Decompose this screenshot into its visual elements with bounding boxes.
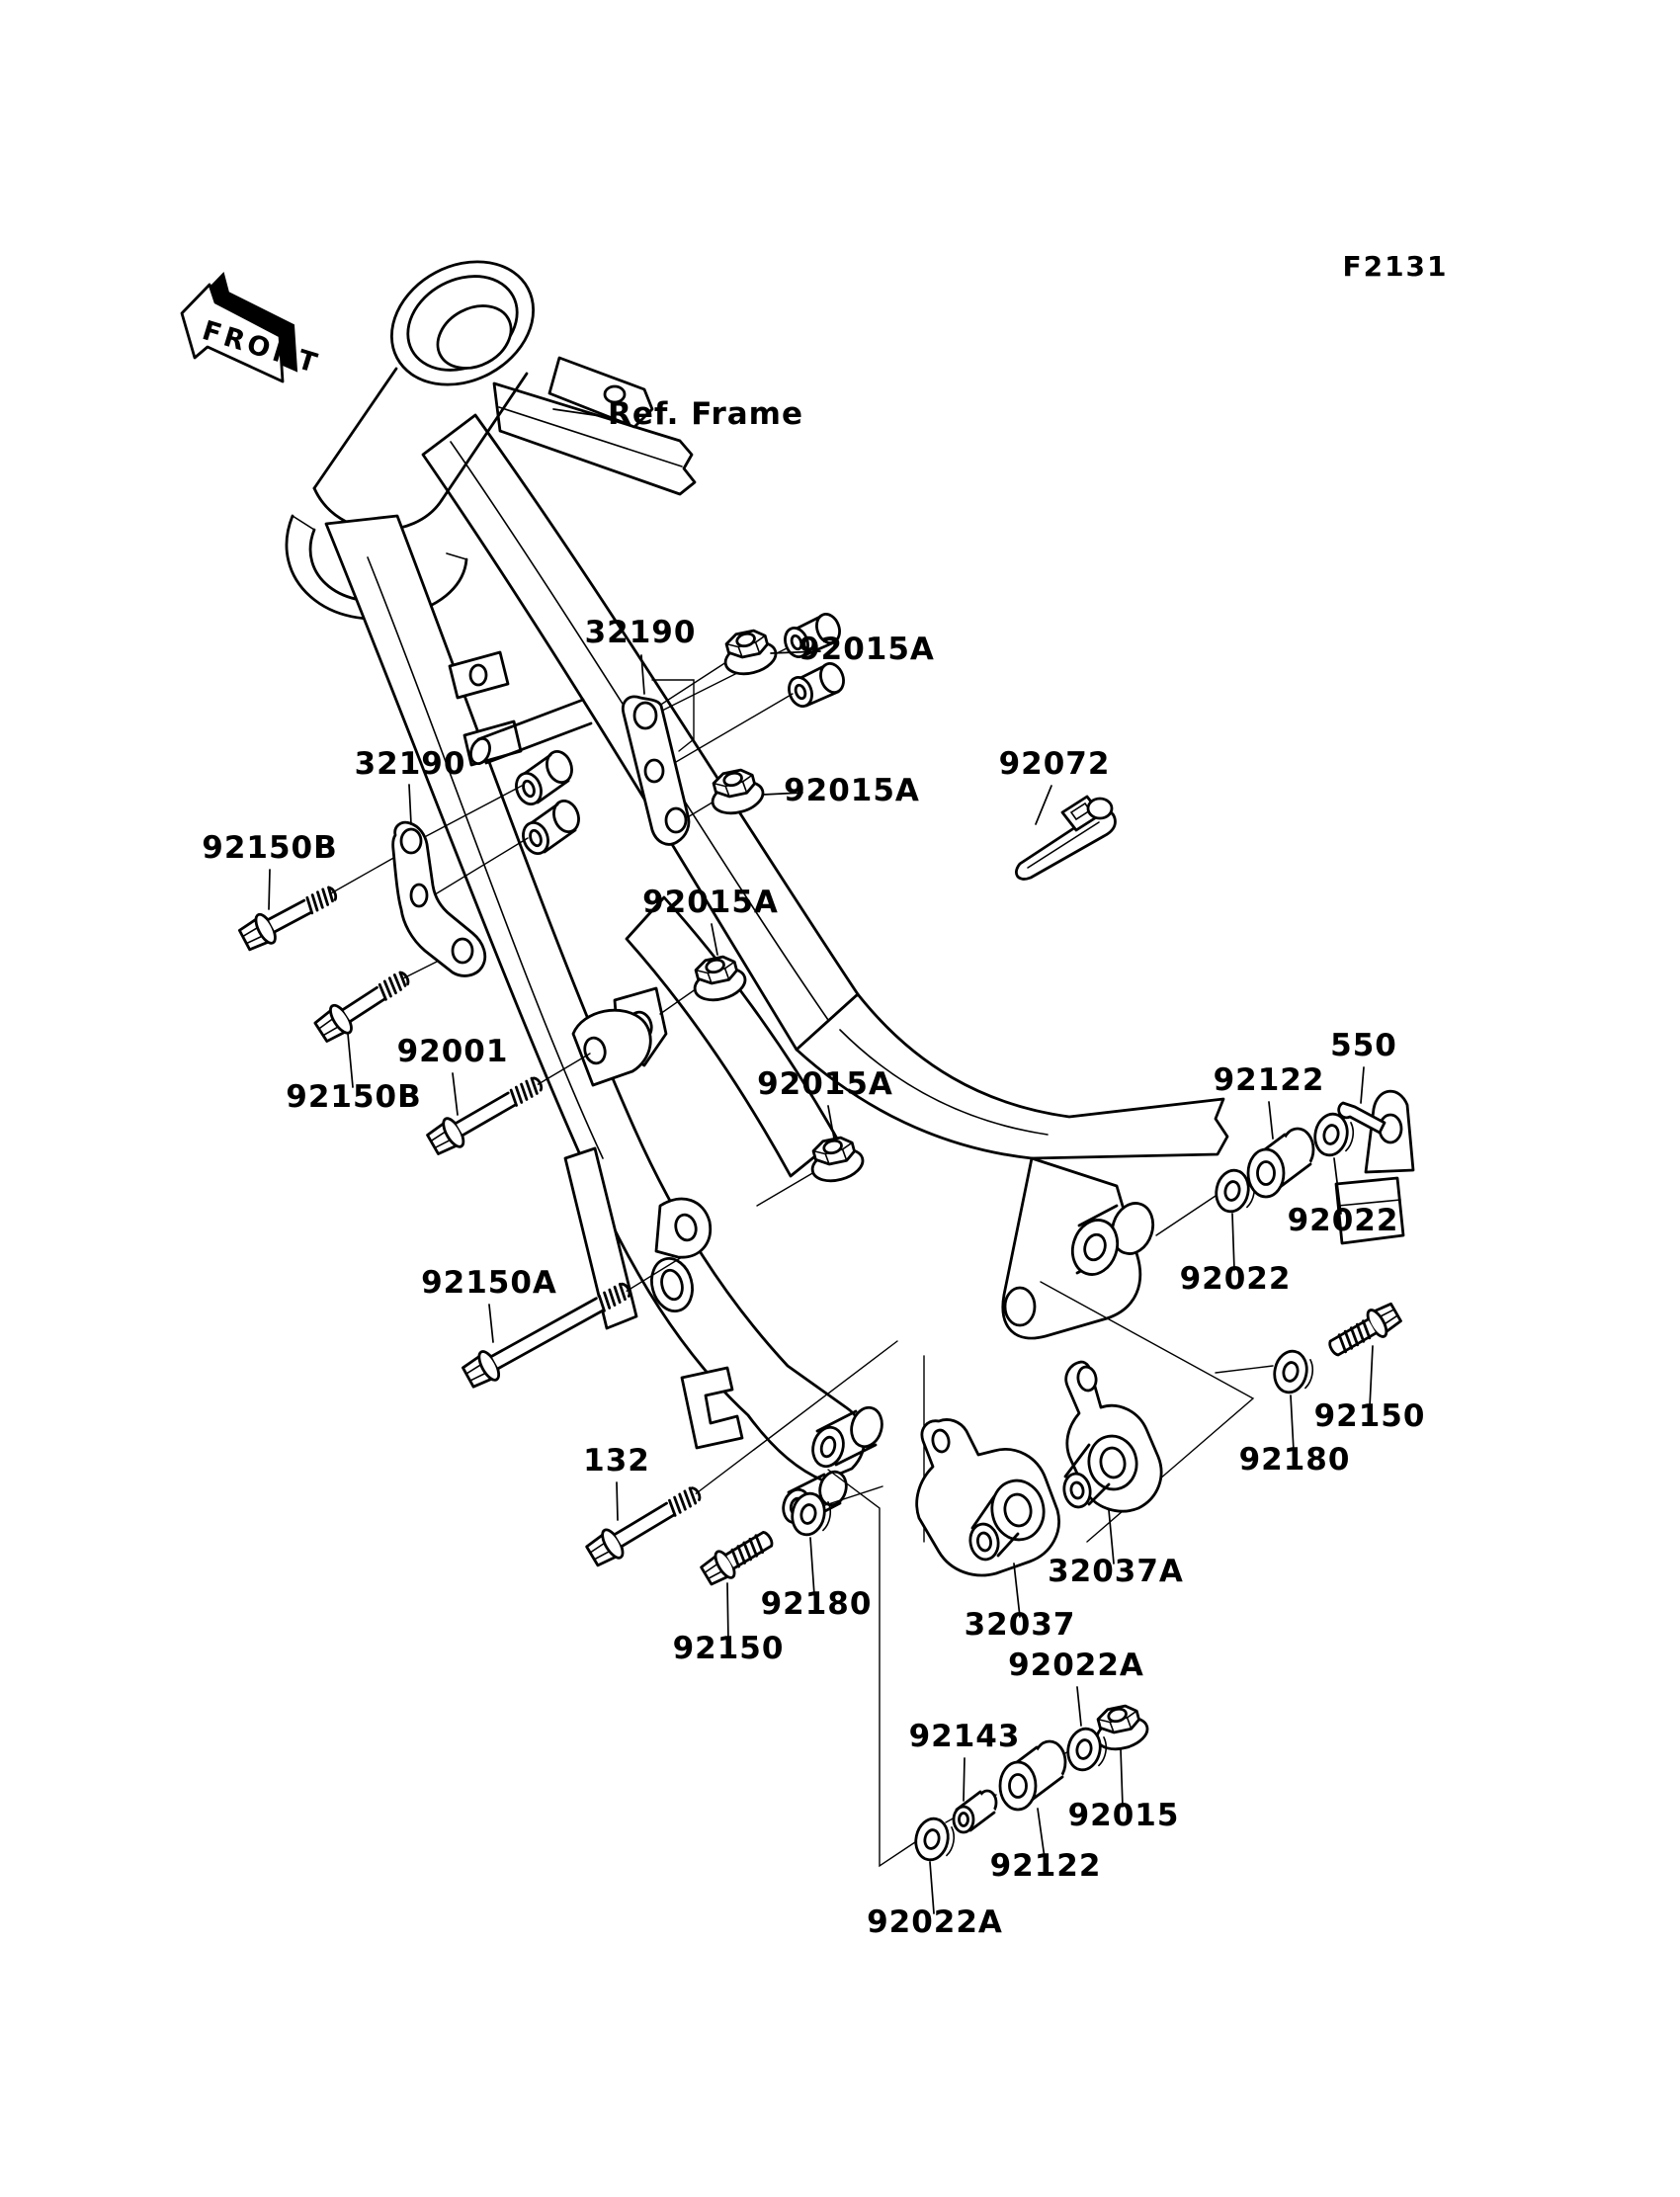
bushing-92122-upper bbox=[1248, 1129, 1313, 1197]
part-label-92122-upper: 92122 bbox=[1213, 1062, 1325, 1098]
part-label-32037: 32037 bbox=[964, 1607, 1076, 1643]
bolt-132 bbox=[584, 1479, 707, 1569]
part-label-92180-right: 92180 bbox=[1238, 1442, 1351, 1478]
part-label-92150-left: 92150 bbox=[672, 1631, 785, 1666]
nut-92015a-1 bbox=[718, 626, 779, 679]
part-label-92022-right: 92022 bbox=[1287, 1203, 1399, 1238]
clamp-92072 bbox=[1016, 797, 1115, 879]
part-label-92001: 92001 bbox=[396, 1034, 509, 1069]
part-label-92022a-lower: 92022A bbox=[867, 1904, 1003, 1940]
part-label-92122-lower: 92122 bbox=[989, 1848, 1102, 1884]
part-label-92150b-2: 92150B bbox=[286, 1079, 422, 1115]
part-label-92180-left: 92180 bbox=[760, 1586, 873, 1622]
part-label-32190-upper: 32190 bbox=[584, 615, 697, 650]
bolt-92150-right bbox=[1324, 1300, 1403, 1362]
part-label-92150b-1: 92150B bbox=[202, 830, 338, 866]
washer-92022a-lower bbox=[912, 1816, 958, 1864]
figure-code: F2131 bbox=[1342, 250, 1449, 283]
part-label-92150a: 92150A bbox=[421, 1265, 557, 1301]
part-label-132: 132 bbox=[583, 1443, 650, 1479]
part-label-92015a-1: 92015A bbox=[798, 632, 935, 667]
bolt-92150-left bbox=[699, 1525, 778, 1588]
front-arrow-label: FRONT bbox=[198, 315, 324, 380]
part-label-92072: 92072 bbox=[998, 746, 1111, 782]
bolt-92001 bbox=[425, 1069, 547, 1158]
part-label-92022a-upper: 92022A bbox=[1008, 1648, 1144, 1683]
part-label-550: 550 bbox=[1330, 1028, 1397, 1063]
front-arrow bbox=[182, 274, 324, 381]
part-label-92015a-2: 92015A bbox=[784, 773, 920, 808]
washer-92180-right bbox=[1271, 1348, 1316, 1396]
part-label-92022-left: 92022 bbox=[1179, 1261, 1292, 1297]
ref-frame-label: Ref. Frame bbox=[608, 396, 803, 432]
part-label-32037a: 32037A bbox=[1048, 1554, 1184, 1589]
part-label-92150-right: 92150 bbox=[1313, 1398, 1426, 1434]
part-label-32190-left: 32190 bbox=[354, 746, 466, 782]
part-label-92015a-4: 92015A bbox=[757, 1066, 893, 1102]
bracket-32037a bbox=[1061, 1362, 1161, 1511]
bolt-92150b-1 bbox=[237, 879, 342, 955]
bracket-32037 bbox=[917, 1419, 1059, 1574]
part-label-92143: 92143 bbox=[908, 1719, 1021, 1754]
sleeve-92143 bbox=[954, 1791, 996, 1832]
part-label-92015: 92015 bbox=[1067, 1798, 1180, 1833]
part-label-92015a-3: 92015A bbox=[642, 885, 779, 920]
